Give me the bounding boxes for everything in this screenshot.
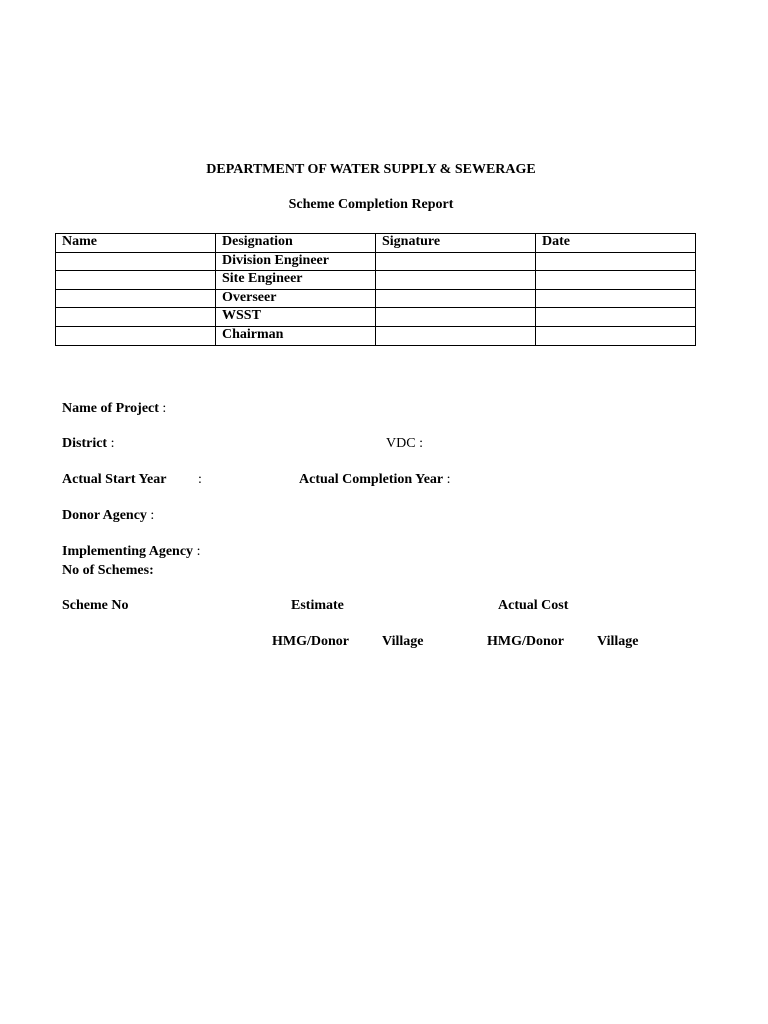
actual-completion-year-colon: : [446, 472, 451, 487]
name-cell [56, 252, 216, 271]
actual-start-year-colon: : [198, 472, 202, 487]
donor-agency-colon: : [150, 508, 155, 523]
actual-hmg-donor-header: HMG/Donor [487, 634, 564, 649]
actual-completion-year-label: Actual Completion Year [299, 472, 444, 487]
vdc-colon: : [419, 436, 423, 451]
name-of-project-colon: : [162, 401, 167, 416]
table-row [56, 308, 696, 327]
signature-cell [376, 326, 536, 345]
date-cell [536, 271, 696, 290]
designation-cell: Site Engineer [216, 271, 376, 290]
vdc-field [386, 436, 423, 452]
actual-completion-year-field [299, 472, 451, 488]
table-row [56, 289, 696, 308]
signature-cell [376, 271, 536, 290]
signature-cell [376, 308, 536, 327]
signoff-table [55, 233, 696, 346]
designation-cell: Chairman [216, 326, 376, 345]
name-cell [56, 308, 216, 327]
estimate-header: Estimate [291, 598, 344, 613]
implementing-agency-field [62, 544, 200, 560]
column-header-designation: Designation [216, 234, 376, 253]
signature-cell [376, 252, 536, 271]
district-colon: : [110, 436, 115, 451]
department-title: DEPARTMENT OF WATER SUPPLY & SEWERAGE [206, 162, 536, 177]
table-row [56, 271, 696, 290]
name-cell [56, 326, 216, 345]
column-header-name: Name [56, 234, 216, 253]
table-row [56, 252, 696, 271]
date-cell [536, 252, 696, 271]
designation-cell: Overseer [216, 289, 376, 308]
column-header-signature: Signature [376, 234, 536, 253]
actual-village-header: Village [597, 634, 639, 649]
name-cell [56, 289, 216, 308]
signature-cell [376, 289, 536, 308]
scheme-no-header: Scheme No [62, 598, 129, 613]
actual-cost-header: Actual Cost [498, 598, 569, 613]
designation-cell: Division Engineer [216, 252, 376, 271]
actual-start-year-label: Actual Start Year [62, 472, 167, 487]
district-label: District [62, 436, 108, 451]
table-header-row [56, 234, 696, 253]
report-title: Scheme Completion Report [288, 197, 454, 212]
no-of-schemes-label: No of Schemes: [62, 563, 154, 578]
date-cell [536, 289, 696, 308]
district-field [62, 436, 114, 452]
estimate-village-header: Village [382, 634, 424, 649]
name-cell [56, 271, 216, 290]
donor-agency-label: Donor Agency [62, 508, 147, 523]
estimate-hmg-donor-header: HMG/Donor [272, 634, 349, 649]
vdc-label: VDC [386, 436, 416, 451]
table-row [56, 326, 696, 345]
date-cell [536, 326, 696, 345]
implementing-agency-colon: : [196, 544, 201, 559]
date-cell [536, 308, 696, 327]
column-header-date: Date [536, 234, 696, 253]
name-of-project-field [62, 401, 166, 417]
designation-cell: WSST [216, 308, 376, 327]
implementing-agency-label: Implementing Agency [62, 544, 194, 559]
name-of-project-label: Name of Project [62, 401, 159, 416]
donor-agency-field [62, 508, 154, 524]
